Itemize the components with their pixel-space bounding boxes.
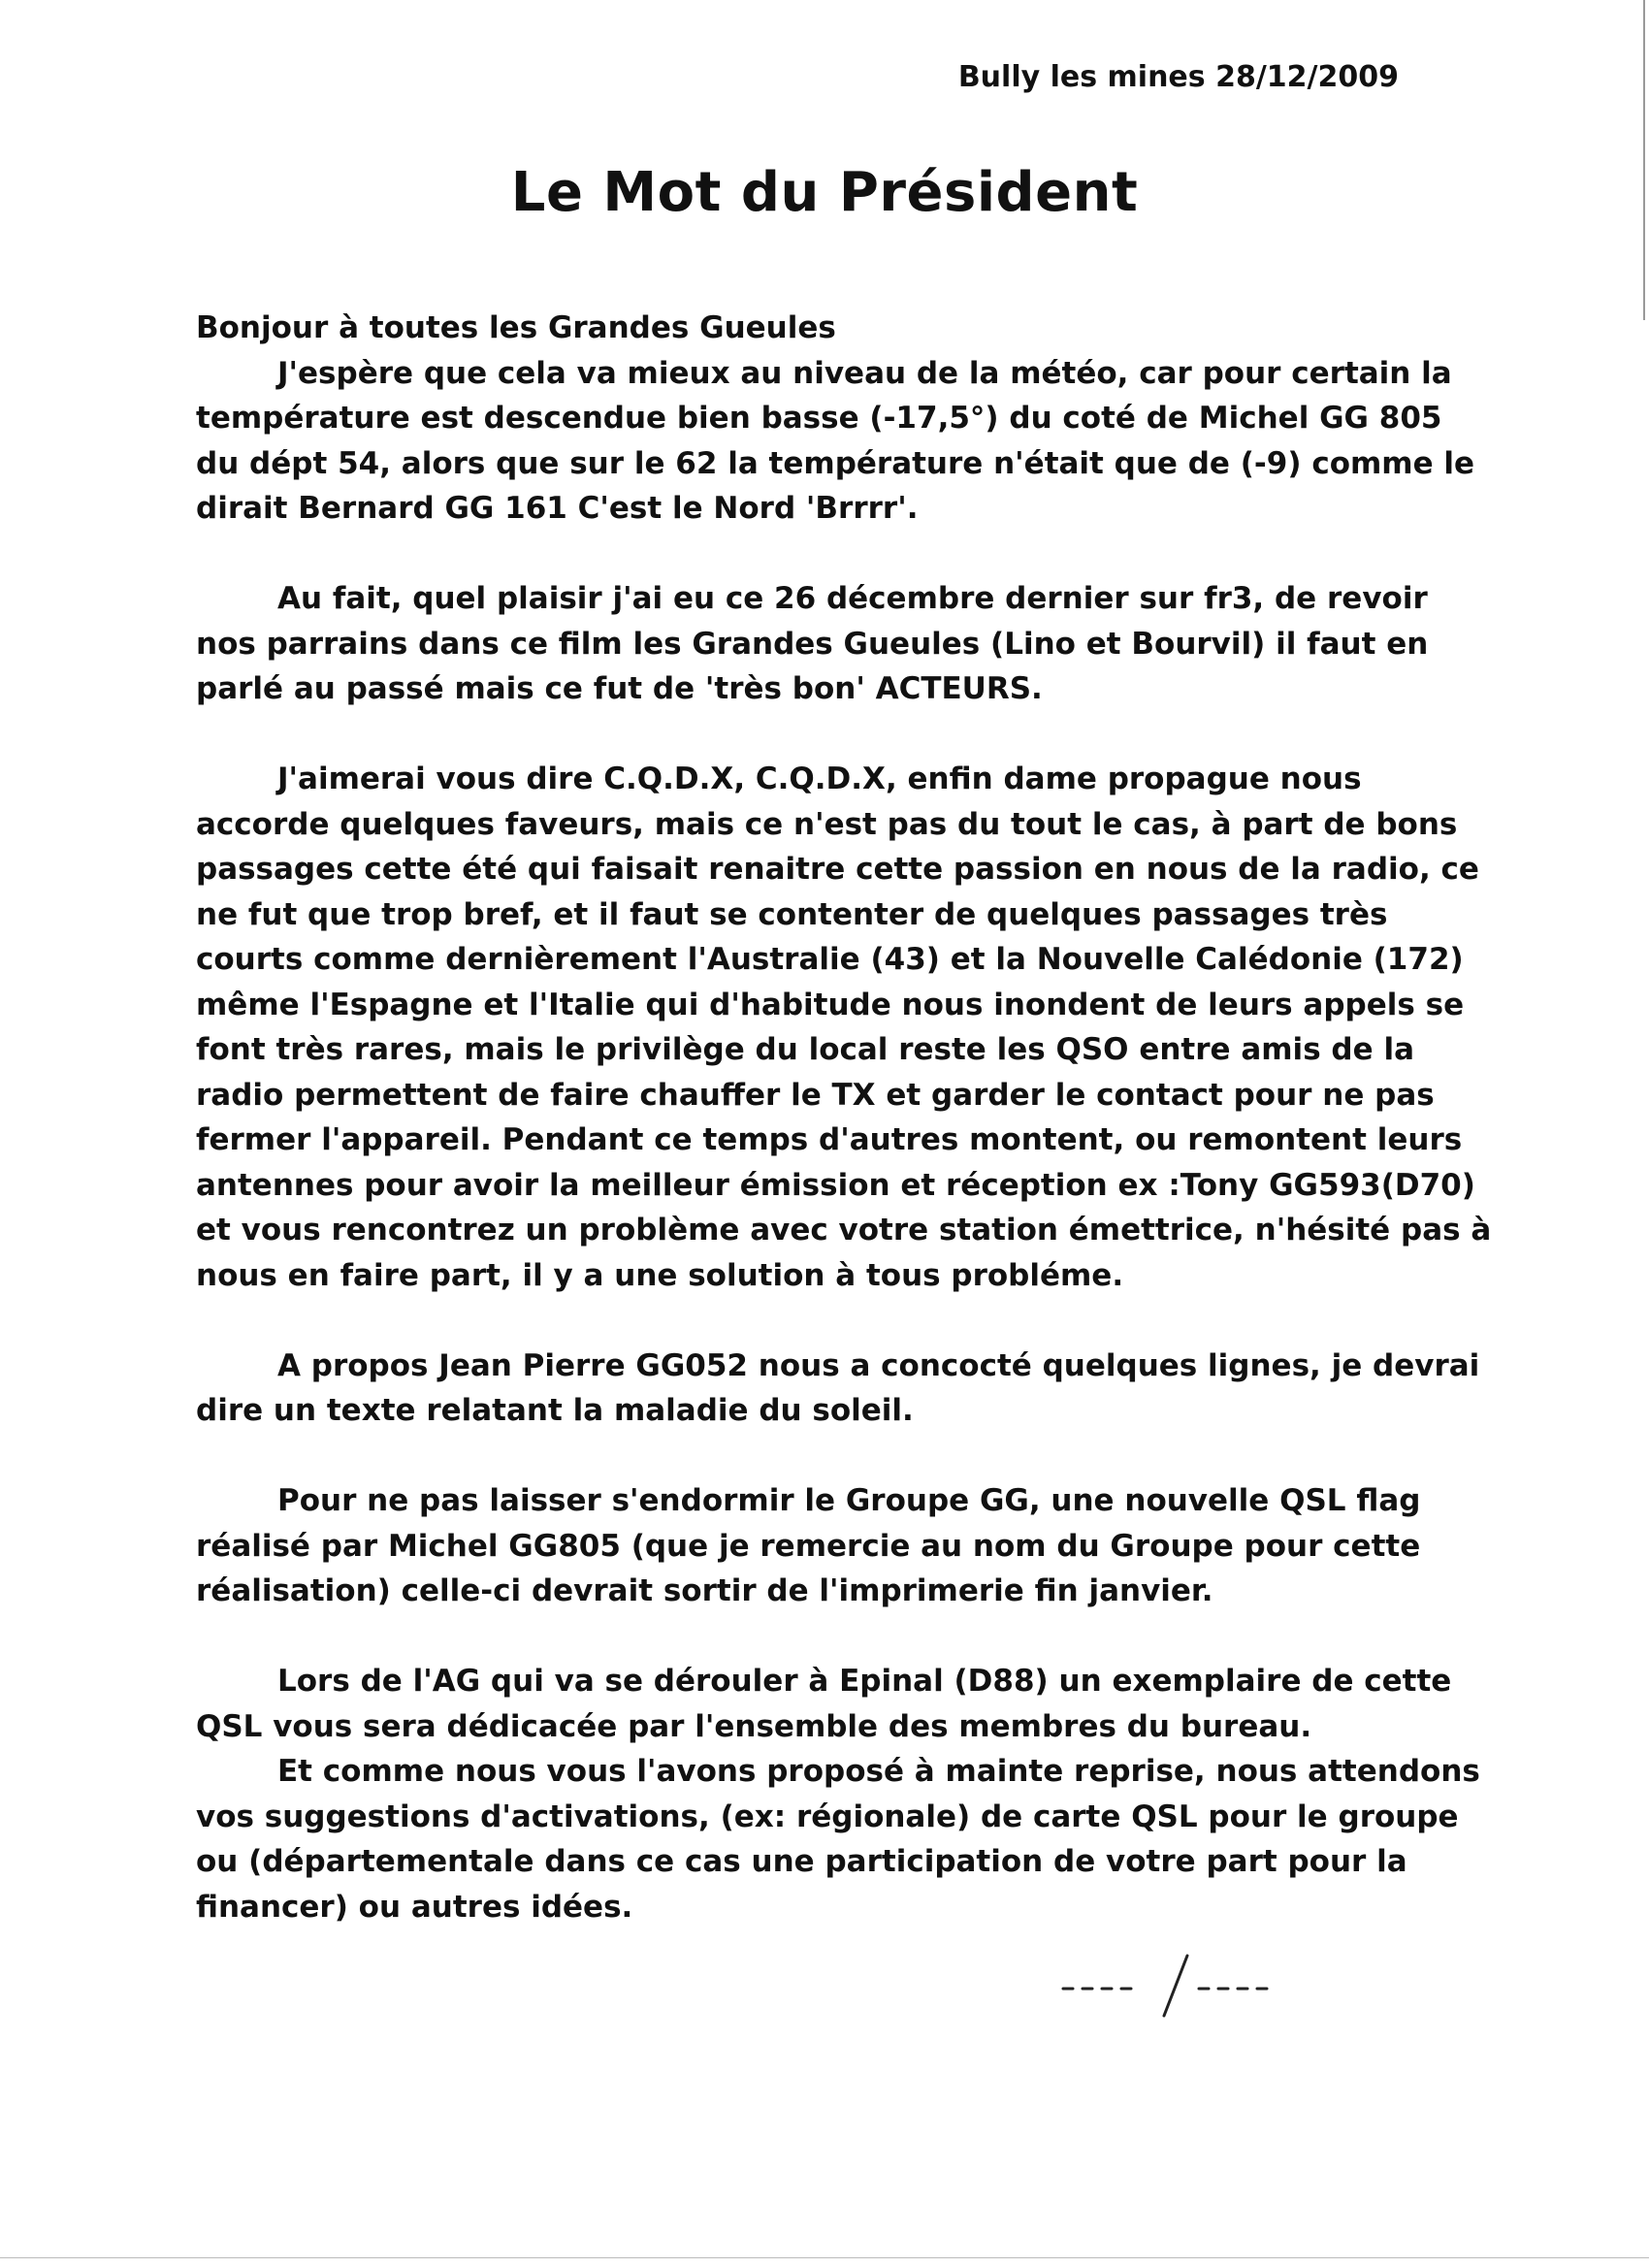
paragraph-1-line: J'espère que cela va mieux au niveau de la météo, car pour certain la — [277, 355, 1452, 391]
paragraph-gap — [196, 1298, 1408, 1344]
paragraph-1-line: température est descendue bien basse (-17,5°) du coté de Michel GG 805 — [196, 401, 1442, 436]
paragraph-4-line: dire un texte relatant la maladie du soleil. — [196, 1393, 914, 1428]
scan-edge-shadow — [1643, 0, 1645, 320]
signature-mark — [1057, 1950, 1310, 2027]
paragraph-1-line: du dépt 54, alors que sur le 62 la température n'était que de (-9) comme le — [196, 445, 1475, 481]
greeting: Bonjour à toutes les Grandes Gueules — [196, 310, 836, 345]
paragraph-3-line: même l'Espagne et l'Italie qui d'habitude nous inondent de leurs appels se — [196, 987, 1465, 1022]
paragraph-6-line: Lors de l'AG qui va se dérouler à Epinal (D88) un exemplaire de cette — [277, 1664, 1452, 1699]
paragraph-4-line: A propos Jean Pierre GG052 nous a concocté quelques lignes, je devrai — [277, 1347, 1480, 1383]
paragraph-3-line: ne fut que trop bref, et il faut se contenter de quelques passages très — [196, 896, 1388, 932]
paragraph-7-line: financer) ou autres idées. — [196, 1889, 633, 1925]
paragraph-7-line: vos suggestions d'activations, (ex: régionale) de carte QSL pour le groupe — [196, 1798, 1459, 1834]
paragraph-3-line: passages cette été qui faisait renaitre cette passion en nous de la radio, ce — [196, 852, 1479, 887]
paragraph-3-line: antennes pour avoir la meilleur émission et réception ex :Tony GG593(D70) — [196, 1167, 1475, 1203]
paragraph-1-line: dirait Bernard GG 161 C'est le Nord 'Brrrr'. — [196, 491, 919, 526]
paragraph-3-line: radio permettent de faire chauffer le TX et garder le contact pour ne pas — [196, 1077, 1435, 1113]
paragraph-3-line: font très rares, mais le privilège du local reste les QSO entre amis de la — [196, 1032, 1414, 1067]
paragraph-5-line: réalisé par Michel GG805 (que je remercie au nom du Groupe pour cette — [196, 1528, 1421, 1564]
scan-bottom-edge — [0, 2257, 1649, 2258]
paragraph-gap — [196, 532, 1408, 577]
letter-body — [196, 306, 1492, 1929]
paragraph-gap — [196, 1434, 1408, 1479]
paragraph-gap — [196, 1614, 1408, 1660]
paragraph-7-line: Et comme nous vous l'avons proposé à mainte reprise, nous attendons — [277, 1754, 1480, 1789]
paragraph-5-line: réalisation) celle-ci devrait sortir de l'imprimerie fin janvier. — [196, 1573, 1213, 1608]
paragraph-3-line: courts comme dernièrement l'Australie (43) et la Nouvelle Calédonie (172) — [196, 942, 1464, 977]
paragraph-3-line: J'aimerai vous dire C.Q.D.X, C.Q.D.X, enfin dame propague nous — [277, 761, 1362, 796]
paragraph-2-line: Au fait, quel plaisir j'ai eu ce 26 décembre dernier sur fr3, de revoir — [277, 581, 1428, 616]
paragraph-3-line: nous en faire part, il y a une solution à tous probléme. — [196, 1257, 1124, 1293]
paragraph-gap — [196, 712, 1408, 758]
paragraph-3-line: fermer l'appareil. Pendant ce temps d'autres montent, ou remontent leurs — [196, 1122, 1463, 1157]
place-date: Bully les mines 28/12/2009 — [957, 60, 1399, 94]
page-title: Le Mot du Président — [510, 161, 1139, 224]
paragraph-2-line: parlé au passé mais ce fut de 'très bon' ACTEURS. — [196, 671, 1043, 706]
paragraph-7-line: ou (départementale dans ce cas une participation de votre part pour la — [196, 1844, 1407, 1879]
paragraph-6-line: QSL vous sera dédicacée par l'ensemble des membres du bureau. — [196, 1708, 1312, 1744]
paragraph-3-line: et vous rencontrez un problème avec votre station émettrice, n'hésité pas à — [196, 1213, 1492, 1247]
paragraph-3-line: accorde quelques faveurs, mais ce n'est pas du tout le cas, à part de bons — [196, 806, 1458, 842]
paragraph-2-line: nos parrains dans ce film les Grandes Gueules (Lino et Bourvil) il faut en — [196, 626, 1429, 662]
paragraph-5-line: Pour ne pas laisser s'endormir le Groupe GG, une nouvelle QSL flag — [277, 1483, 1421, 1518]
